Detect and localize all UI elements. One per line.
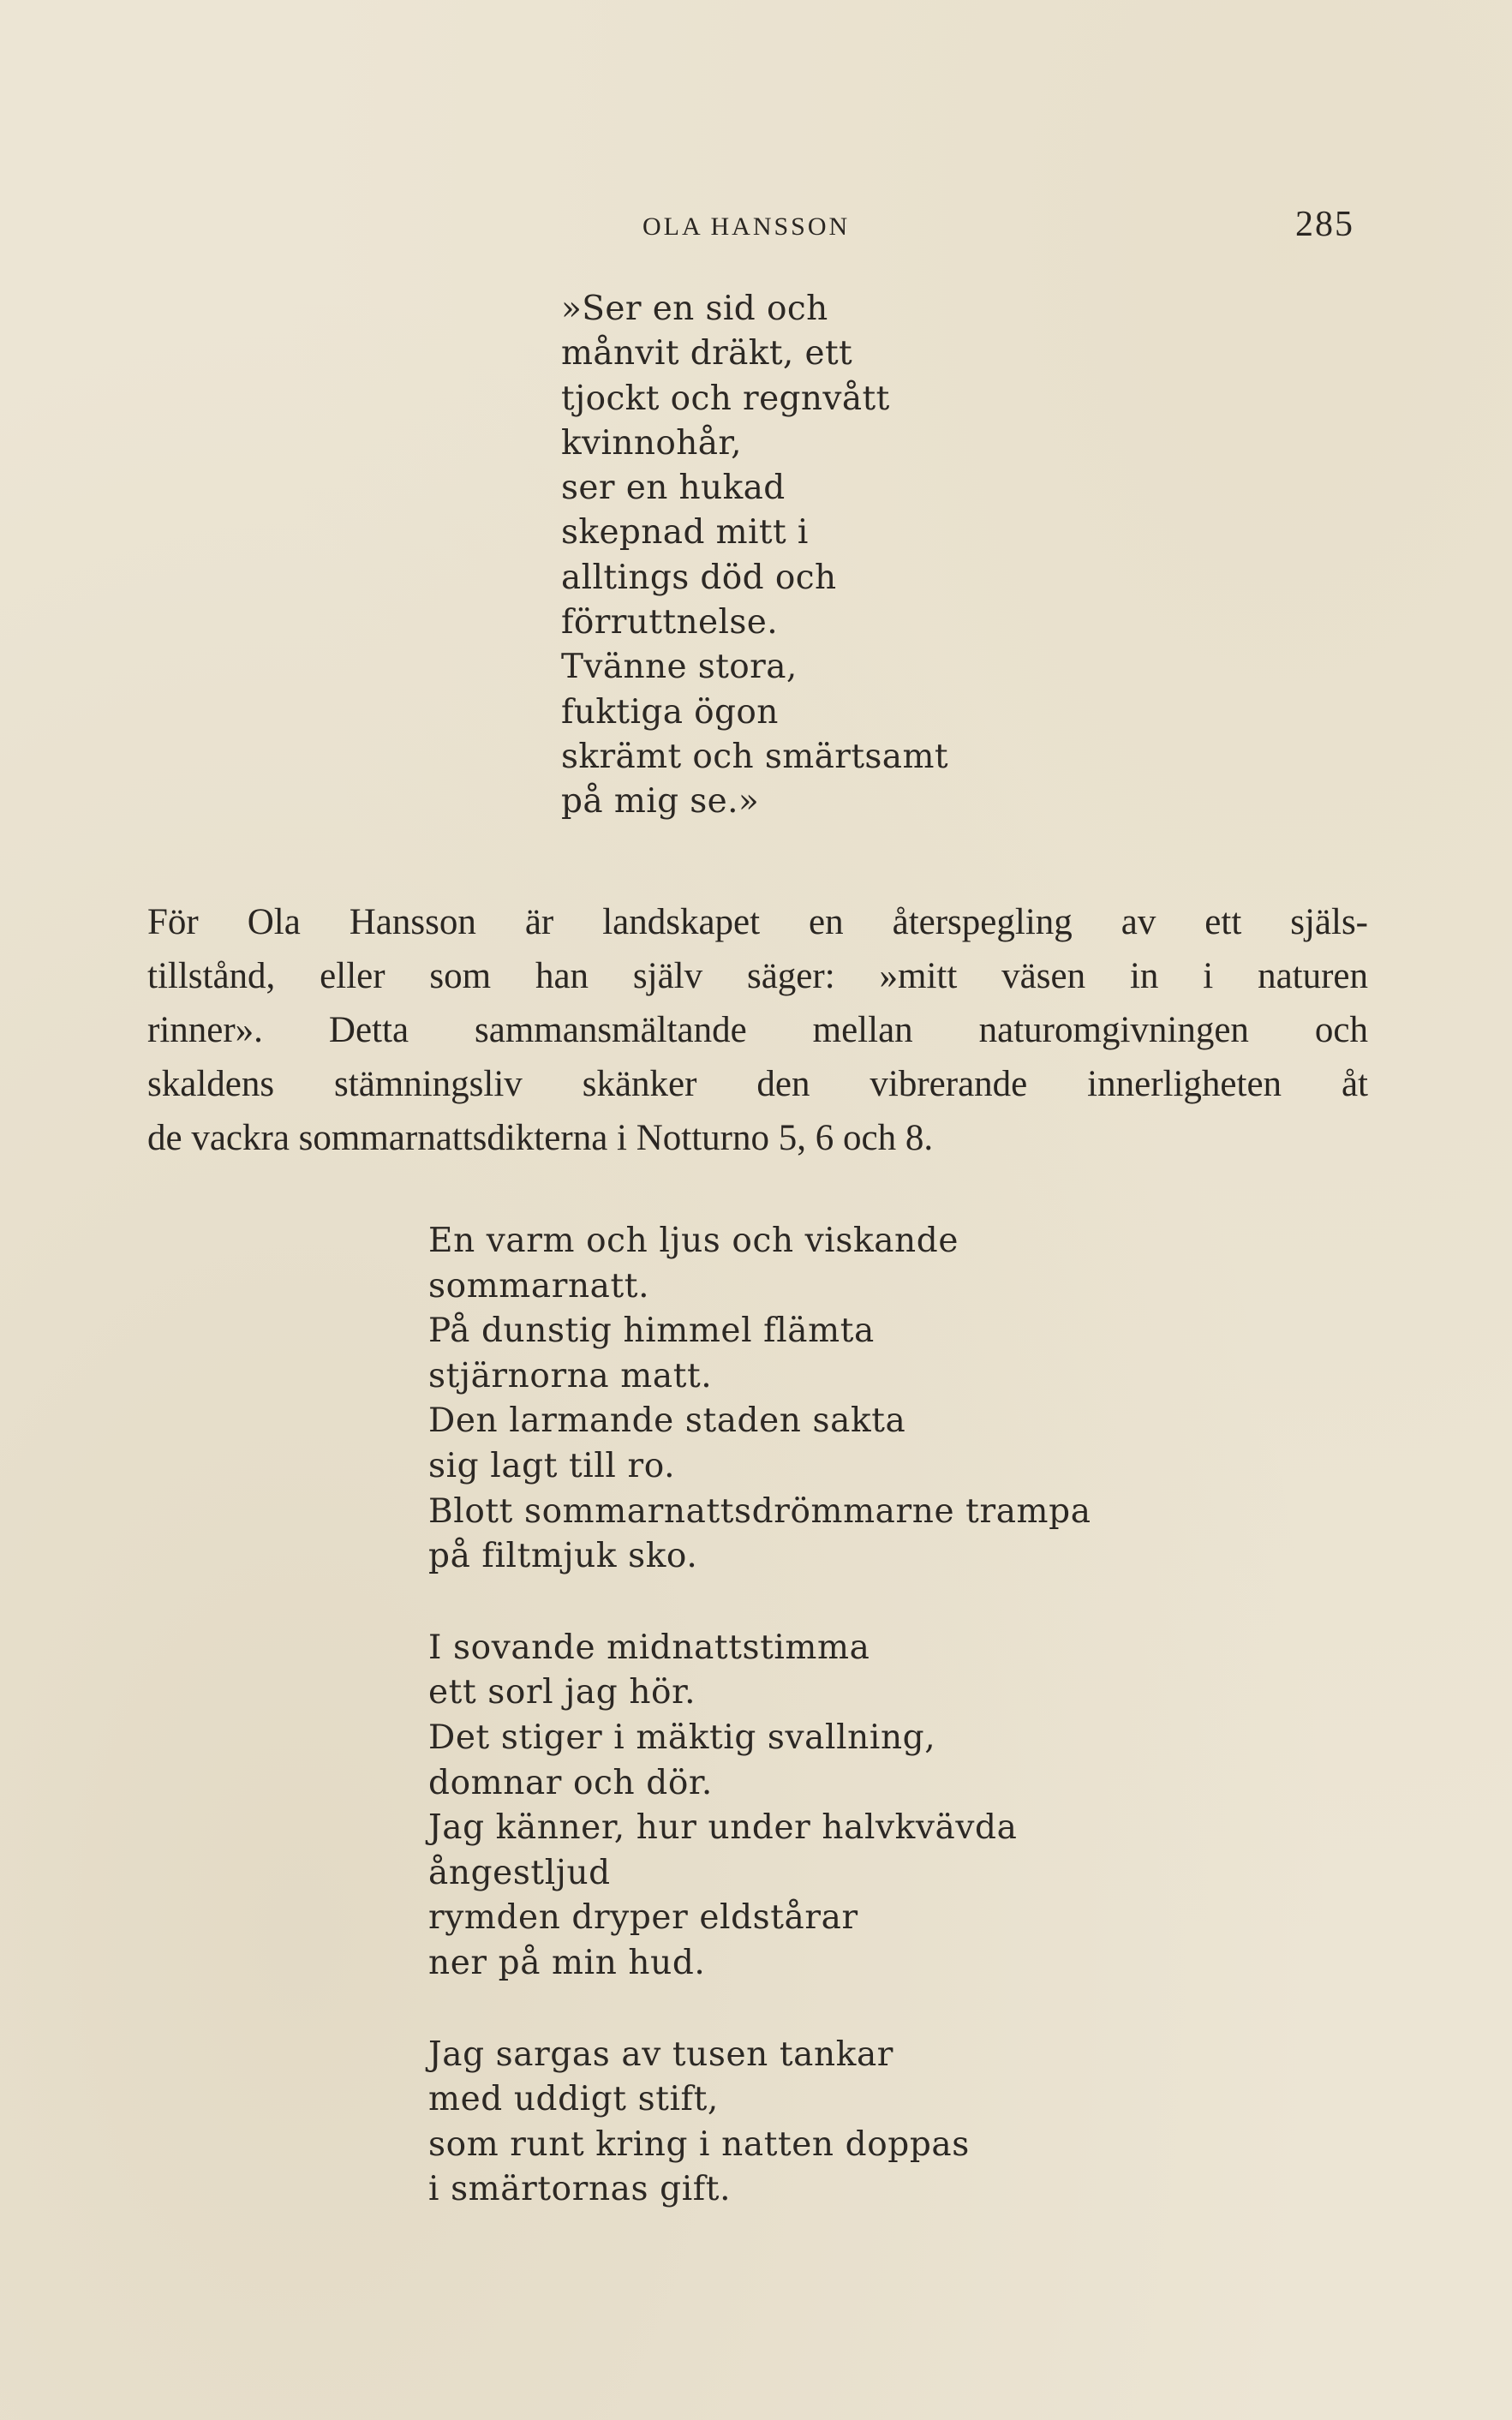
stanza xyxy=(428,1626,1091,1987)
poem-line: kvinnohår, xyxy=(561,423,742,463)
poem-line: skepnad mitt i xyxy=(561,513,809,553)
poem-line: På dunstig himmel flämta xyxy=(428,1312,875,1351)
prose-line: tillstånd, eller som han själv säger: »mitt väsen in i naturen xyxy=(147,956,1368,996)
poem-line: alltings död och xyxy=(561,558,837,597)
poem-line: på mig se.» xyxy=(561,782,760,822)
poem-line: skrämt och smärtsamt xyxy=(561,737,948,776)
poem-line: med uddigt stift, xyxy=(428,2080,719,2119)
poem-line: Jag sargas av tusen tankar xyxy=(428,2035,894,2074)
poem-line: domnar och dör. xyxy=(428,1763,713,1802)
poem-line: tjockt och regnvått xyxy=(561,379,890,418)
running-head: OLA HANSSON xyxy=(642,212,851,241)
prose-line: de vackra sommarnattsdikterna i Notturno 5, 6 och 8. xyxy=(147,1118,934,1158)
poem-line: Tvänne stora, xyxy=(561,648,798,687)
poem-line: rymden dryper eldstårar xyxy=(428,1898,858,1938)
prose-paragraph xyxy=(147,895,1368,1165)
poem-line: Blott sommarnattsdrömmarne trampa xyxy=(428,1491,1091,1531)
poem-line: sig lagt till ro. xyxy=(428,1446,676,1485)
poem-line: ner på min hud. xyxy=(428,1943,706,1982)
poem-line: i smärtornas gift. xyxy=(428,2170,732,2209)
poem-line: sommarnatt. xyxy=(428,1266,650,1306)
prose-line: För Ola Hansson är landskapet en återspegling av ett själs- xyxy=(147,902,1368,942)
poem-line: Det stiger i mäktig svallning, xyxy=(428,1718,936,1757)
page-header xyxy=(0,204,1512,247)
poem-line: »Ser en sid och xyxy=(561,290,828,328)
notturno-poem xyxy=(428,1219,1091,2213)
page-number: 285 xyxy=(1295,205,1354,244)
stanza xyxy=(428,2033,1091,2213)
poem-line: fuktiga ögon xyxy=(561,692,779,732)
poem-line: Den larmande staden sakta xyxy=(428,1401,906,1441)
poem-line: Jag känner, hur under halvkvävda xyxy=(428,1808,1018,1848)
poem-line: I sovande midnattstimma xyxy=(428,1628,870,1667)
prose-line: rinner». Detta sammansmältande mellan naturomgivningen och xyxy=(147,1010,1368,1050)
poem-line: förruttnelse. xyxy=(561,603,779,642)
poem-line: månvit dräkt, ett xyxy=(561,334,853,373)
poem-line: ett sorl jag hör. xyxy=(428,1673,696,1712)
poem-line: som runt kring i natten doppas xyxy=(428,2124,970,2164)
poem-line: ser en hukad xyxy=(561,469,786,508)
stanza xyxy=(428,1219,1091,1580)
prose-line: skaldens stämningsliv skänker den vibrerande innerligheten åt xyxy=(147,1064,1368,1104)
quoted-poem xyxy=(561,287,948,825)
poem-line: stjärnorna matt. xyxy=(428,1356,713,1395)
poem-line: En varm och ljus och viskande xyxy=(428,1222,959,1260)
poem-line: ångestljud xyxy=(428,1853,611,1892)
poem-line: på filtmjuk sko. xyxy=(428,1537,698,1576)
